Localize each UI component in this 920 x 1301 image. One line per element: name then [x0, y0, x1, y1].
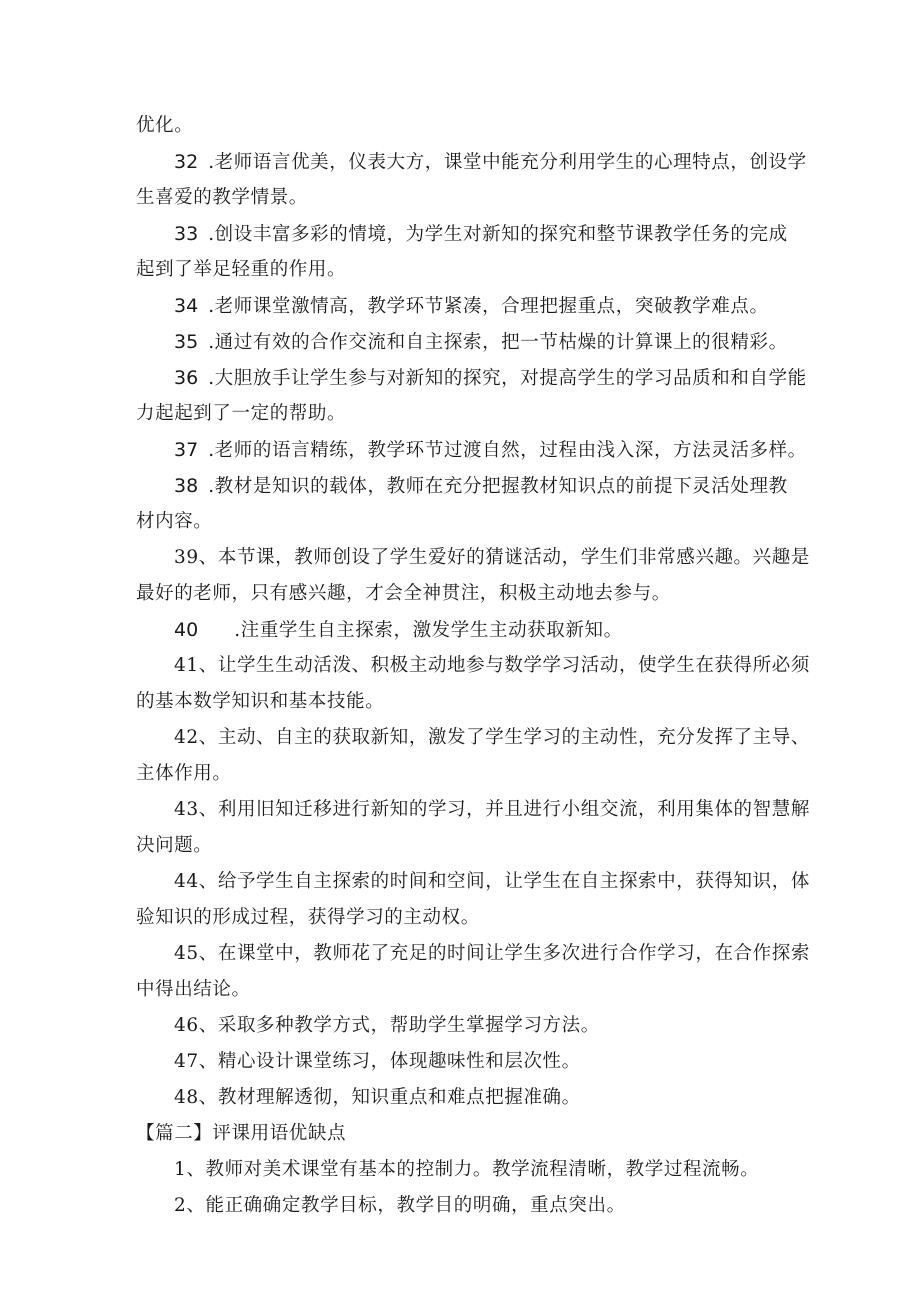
text-line: 材内容。 [136, 511, 213, 532]
list-item: 47、精心设计课堂练习，体现趣味性和层次性。 [174, 1051, 581, 1072]
section-heading: 【篇二】评课用语优缺点 [136, 1123, 347, 1144]
list-item: 39、本节课，教师创设了学生爱好的猜谜活动，学生们非常感兴趣。兴趣是 [174, 547, 810, 568]
list-item: 44、给予学生自主探索的时间和空间，让学生在自主探索中，获得知识，体 [174, 871, 810, 892]
item-number: 35 [174, 331, 199, 353]
list-item: 36 .大胆放手让学生参与对新知的探究，对提高学生的学习品质和和自学能 [174, 367, 807, 389]
list-item: 46、采取多种教学方式，帮助学生掌握学习方法。 [174, 1015, 600, 1036]
item-number: 37 [174, 439, 199, 461]
text-line: 主体作用。 [136, 763, 232, 784]
list-item: 32 .老师语言优美，仪表大方，课堂中能充分利用学生的心理特点，创设学 [174, 151, 807, 173]
list-item: 1、教师对美术课堂有基本的控制力。教学流程清晰，教学过程流畅。 [174, 1159, 760, 1180]
text-line: 力起起到了一定的帮助。 [136, 403, 347, 424]
item-number: 32 [174, 151, 199, 173]
list-item: 37 .老师的语言精练，教学环节过渡自然，过程由浅入深，方法灵活多样。 [174, 439, 807, 461]
text-line: 优化。 [136, 115, 194, 136]
list-item: 40 .注重学生自主探索，激发学生主动获取新知。 [174, 619, 623, 641]
text-line: 生喜爱的教学情景。 [136, 187, 308, 208]
item-number: 36 [174, 367, 199, 389]
list-item: 41、让学生生动活泼、积极主动地参与数学学习活动，使学生在获得所必须 [174, 655, 810, 676]
text-line: 中得出结论。 [136, 979, 251, 1000]
list-item: 38 .教材是知识的载体，教师在充分把握教材知识点的前提下灵活处理教 [174, 475, 788, 497]
list-item: 45、在课堂中，教师花了充足的时间让学生多次进行合作学习，在合作探索 [174, 943, 810, 964]
list-item: 43、利用旧知迁移进行新知的学习，并且进行小组交流，利用集体的智慧解 [174, 799, 810, 820]
item-number: 38 [174, 475, 199, 497]
item-number: 40 [174, 619, 199, 641]
list-item: 34 .老师课堂激情高，教学环节紧凑，合理把握重点，突破教学难点。 [174, 295, 769, 317]
list-item: 2、能正确确定教学目标，教学目的明确，重点突出。 [174, 1195, 626, 1216]
text-line: 验知识的形成过程，获得学习的主动权。 [136, 907, 480, 928]
list-item: 35 .通过有效的合作交流和自主探索，把一节枯燥的计算课上的很精彩。 [174, 331, 788, 353]
list-item: 48、教材理解透彻，知识重点和难点把握准确。 [174, 1087, 581, 1108]
list-item: 42、主动、自主的获取新知，激发了学生学习的主动性，充分发挥了主导、 [174, 727, 810, 748]
item-number: 34 [174, 295, 199, 317]
text-line: 决问题。 [136, 835, 213, 856]
text-line: 最好的老师，只有感兴趣，才会全神贯注，积极主动地去参与。 [136, 583, 671, 604]
item-number: 33 [174, 223, 199, 245]
text-line: 起到了举足轻重的作用。 [136, 259, 347, 280]
list-item: 33 .创设丰富多彩的情境，为学生对新知的探究和整节课教学任务的完成 [174, 223, 788, 245]
text-line: 的基本数学知识和基本技能。 [136, 691, 385, 712]
